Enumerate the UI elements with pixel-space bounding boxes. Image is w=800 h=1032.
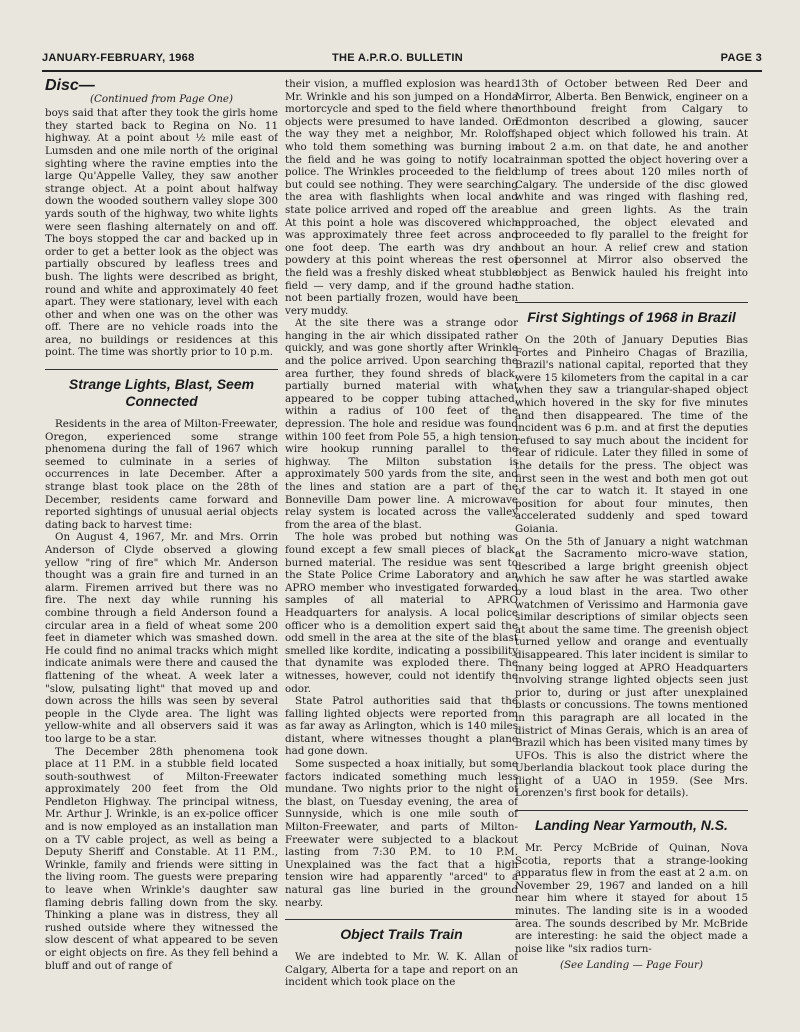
- continued-on-note: (See Landing — Page Four): [559, 959, 703, 972]
- column-3: [515, 78, 748, 1018]
- paragraph: 13th of October between Red Deer and Mirror, Alberta. Ben Benwick, engineer on a northbound freight from Calgary to Edmonton described a glowing, saucer shaped object which followed his train. At about 2 a.m. on that date, he and another trainman spotted the object hovering over a clump of trees about 120 miles north of Calgary. The underside of the disc glowed white and was ringed with flashing red, blue and green lights. As the train approached, the object elevated and proceeded to fly parallel to the freight for about an hour. A relief crew and station personnel at Mirror also observed the object as Benwick hauled his freight into the station.: [515, 78, 748, 292]
- paragraph: On August 4, 1967, Mr. and Mrs. Orrin Anderson of Clyde observed a glowing yellow "ring of fire" which Mr. Anderson thought was a grain fire and turned in an alarm. Firemen arrived but there was no fire. The next day while running his combine through a field Anderson found a circular area in a field of wheat some 200 feet in diameter which was smashed down. He could find no animal tracks which might indicate animals were there and caused the flattening of the wheat. A week later a "slow, pulsating light" that moved up and down across the hills was seen by several people in the Clyde area. The light was yellow-white and all observers said it was too large to be a star.: [45, 531, 278, 745]
- heading-landing-yarmouth: Landing Near Yarmouth, N.S.: [515, 810, 748, 834]
- paragraph: Mr. Percy McBride of Quinan, Nova Scotia, reports that a strange-looking apparatus flew in from the east at 2 a.m. on November 29, 1967 and landed on a hill near him where it stayed for about 15 minutes. The landing site is in a wooded area. The sounds described by Mr. McBride are interesting: he said the object made a noise like "six radios turn-: [515, 842, 748, 955]
- paragraph: On the 20th of January Deputies Bias Fortes and Pinheiro Chagas of Brazilia, Brazil's national capital, reported that they were 15 kilometers from the capital in a car when they saw a triangular-shaped object which hovered in the sky for five minutes and then disappeared. The time of the incident was 6 p.m. and at first the deputies refused to say much about the incident for fear of ridicule. Later they filled in some of the details for the press. The object was first seen in the west and both men got out of the car to watch it. It stayed in one position for about four minutes, then accelerated suddenly and sped toward Goiania.: [515, 334, 748, 535]
- paragraph: State Patrol authorities said that the falling lighted objects were reported from as far away as Arlington, which is 140 miles distant, where witnesses thought a plane had gone down.: [285, 695, 518, 758]
- heading-strange-lights: Strange Lights, Blast, Seem Connected: [45, 369, 278, 410]
- paragraph: their vision, a muffled explosion was heard. Mr. Wrinkle and his son jumped on a Honda mortorcycle and sped to the field where the objects were presumed to have landed. On the way they met a neighbor, Mr. Roloff, who told them something was burning in the field and he was going to notify local police. The Wrinkles proceeded to the field but could see nothing. They were searching the area with flashlights when local and state police arrived and roped off the area. At this point a hole was discovered which was approximately three feet across and one foot deep. The earth was dry and powdery at this point whereas the rest of the field was a freshly disked wheat stubble field — very damp, and if the ground had not been partially frozen, would have been very muddy.: [285, 78, 518, 317]
- disc-title: Disc—: [45, 78, 95, 94]
- column-1: [45, 78, 278, 1018]
- paragraph: At the site there was a strange odor hanging in the air which dissipated rather quickly, and was gone shortly after Wrinkle and the police arrived. Upon searching the area further, they found shreds of black, partially burned material with what appeared to be copper tubing attached, within a radius of 100 feet of the depression. The hole and residue was found within 100 feet from Pole 55, a high tension wire hookup running parallel to the highway. The Milton substation is approximately 500 yards from the site, and the lines and station are a part of the Bonneville Dam power line. A microwave relay system is located across the valley from the area of the blast.: [285, 317, 518, 531]
- heading-object-trails-train: Object Trails Train: [285, 919, 518, 943]
- page-header: [42, 52, 762, 68]
- column-2: [285, 78, 518, 1018]
- bulletin-title: THE A.P.R.O. BULLETIN: [332, 52, 463, 64]
- paragraph: The December 28th phenomena took place at 11 P.M. in a stubble field located south-southwest of Milton-Freewater approximately 200 feet from the Old Pendleton Highway. The principal witness, Mr. Arthur J. Wrinkle, is an ex-police officer and is now employed as an installation man on a TV cable project, as well as being a Deputy Sheriff and Constable. At 11 P.M., Wrinkle, family and friends were sitting in the living room. The guests were preparing to leave when Wrinkle's daughter saw flaming debris falling down from the sky. Thinking a plane was in distress, they all rushed outside where they witnessed the slow descent of what appeared to be seven or eight objects on fire. As they fell behind a bluff and out of range of: [45, 745, 278, 972]
- header-rule: [42, 70, 762, 72]
- paragraph: Residents in the area of Milton-Freewater, Oregon, experienced some strange phenomena during the fall of 1967 which seemed to culminate in a series of occurrences in late December. After a strange blast took place on the 28th of December, residents came forward and reported sightings of unusual aerial objects dating back to harvest time:: [45, 418, 278, 531]
- paragraph: On the 5th of January a night watchman at the Sacramento micro-wave station, described a large bright greenish object which he saw after he was startled awake by a loud blast in the area. Two other watchmen of Verissimo and Harmonia gave similar descriptions of similar objects seen at about the same time. The greenish object turned yellow and orange and eventually disappeared. This later incident is similar to many being logged at APRO Headquarters involving strange lighted objects seen just prior to, during or just after unexplained blasts or concussions. The towns mentioned in this paragraph are all located in the district of Minas Gerais, which is an area of Brazil which has been visited many times by UFOs. This is also the district where the Uberlandia blackout took place during the flight of a UAO in 1959. (See Mrs. Lorenzen's first book for details).: [515, 535, 748, 800]
- issue-date: JANUARY-FEBRUARY, 1968: [42, 52, 195, 64]
- continued-note: (Continued from Page One): [89, 92, 234, 105]
- paragraph: We are indebted to Mr. W. K. Allan of Calgary, Alberta for a tape and report on an incident which took place on the: [285, 951, 518, 989]
- paragraph: Some suspected a hoax initially, but some factors indicated something much less mundane. Two nights prior to the night of the blast, on Tuesday evening, the area of Sunnyside, which is one mile south of Milton-Freewater, and parts of Milton-Freewater were subjected to a blackout lasting from 7:30 P.M. to 10 P.M. Unexplained was the fact that a high tension wire had apparently "arced" to a natural gas line buried in the ground nearby.: [285, 758, 518, 909]
- paragraph: boys said that after they took the girls home they started back to Regina on No. 11 highway. At a point about ½ mile east of Lumsden and one mile north of the original sighting where the ravine empties into the large Qu'Appelle Valley, they saw another strange object. At a point about halfway down the wooded southern valley slope 300 yards south of the highway, two white lights were seen flashing alternately on and off. The boys stopped the car and backed up in order to get a better look as the object was partially obscured by leafless trees and bush. The lights were described as bright, round and white and approximately 40 feet apart. They were stationary, level with each other and when one was on the other was off. There are no vehicle roads into the area, no buildings or residences at this point. The time was shortly prior to 10 p.m.: [45, 107, 278, 359]
- heading-first-sightings-brazil: First Sightings of 1968 in Brazil: [515, 302, 748, 326]
- paragraph: The hole was probed but nothing was found except a few small pieces of black, burned material. The residue was sent to the State Police Crime Laboratory and an APRO member who investigated forwarded samples of all material to APRO Headquarters for analysis. A local police officer who is a demolition expert said the odd smell in the area at the site of the blast smelled like kordite, indicating a possibility that dynamite was exploded there. The witnesses, however, could not identify the odor.: [285, 531, 518, 695]
- page-number: PAGE 3: [720, 52, 762, 64]
